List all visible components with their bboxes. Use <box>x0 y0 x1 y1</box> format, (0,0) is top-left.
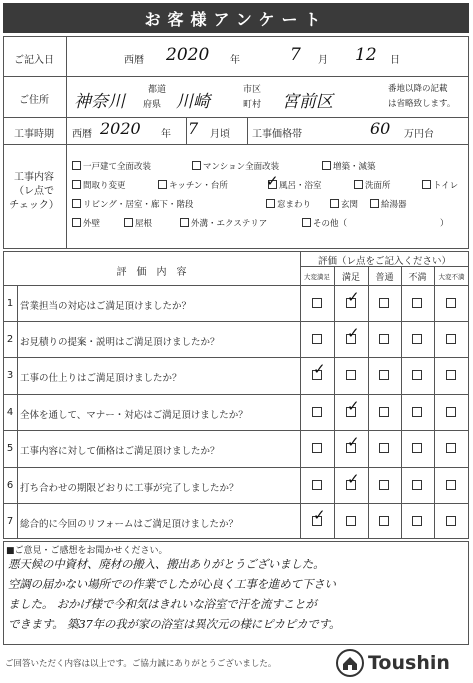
fill-date-era: 西暦 <box>124 55 144 66</box>
checkbox-icon[interactable] <box>158 180 167 189</box>
rating-checkbox-5[interactable] <box>446 480 456 490</box>
rating-checkbox-2[interactable] <box>346 370 356 380</box>
rating-check-mark-icon: ✓ <box>313 360 326 378</box>
question-number: 5 <box>6 443 14 454</box>
work-content-label-1: 工事内容 <box>14 172 54 183</box>
rating-checkbox-3[interactable] <box>379 407 389 417</box>
rating-checkbox-4[interactable] <box>412 370 422 380</box>
checkbox-icon[interactable] <box>72 218 81 227</box>
address-chouson: 町村 <box>243 100 262 110</box>
rating-checkbox-1[interactable] <box>312 334 322 344</box>
rating-checkbox-3[interactable] <box>379 443 389 453</box>
question-number: 4 <box>6 407 14 418</box>
rating-check-mark-icon: ✓ <box>347 397 360 415</box>
checkbox-icon[interactable] <box>266 199 275 208</box>
evaluation-rating-header: 評価（レ点をご記入ください） <box>317 256 451 267</box>
rating-checkbox-1[interactable] <box>312 298 322 308</box>
question-text: 総合的に今回のリフォームはご満足頂けましたか？ <box>20 519 239 530</box>
address-fuken: 府県 <box>143 100 162 110</box>
col-dissatisfied: 不満 <box>408 273 427 283</box>
option-exterior[interactable]: 外溝・エクステリア <box>180 217 267 229</box>
option-other[interactable]: その他（ <box>302 217 347 229</box>
col-normal: 普通 <box>375 273 394 283</box>
question-number: 6 <box>6 480 14 491</box>
price-label: 工事価格帯 <box>252 129 302 140</box>
work-period-year[interactable]: 2020 <box>100 119 141 138</box>
footer-thanks: ご回答いただく内容は以上です。ご協力誠にありがとうございました。 <box>5 659 277 669</box>
checkbox-icon[interactable] <box>370 199 379 208</box>
checkbox-icon[interactable] <box>124 218 133 227</box>
work-period-month-unit: 月頃 <box>210 129 230 140</box>
checkbox-icon[interactable] <box>180 218 189 227</box>
option-roof[interactable]: 屋根 <box>124 217 152 229</box>
rating-check-mark-icon: ✓ <box>347 470 360 488</box>
address-note-1: 番地以降の記載 <box>388 84 448 94</box>
fill-date-year[interactable]: 2020 <box>166 45 210 65</box>
checkbox-icon[interactable] <box>302 218 311 227</box>
rating-checkbox-5[interactable] <box>446 443 456 453</box>
rating-checkbox-4[interactable] <box>412 407 422 417</box>
question-number: 1 <box>6 298 14 309</box>
option-extension[interactable]: 増築・減築 <box>322 160 376 172</box>
address-ward[interactable]: 宮前区 <box>282 92 333 112</box>
option-windows[interactable]: 窓まわり <box>266 198 311 210</box>
rating-check-mark-icon: ✓ <box>347 288 360 306</box>
checkbox-icon[interactable] <box>354 180 363 189</box>
form-title: お客様アンケート <box>3 3 469 33</box>
rating-checkbox-4[interactable] <box>412 334 422 344</box>
address-label: ご住所 <box>19 95 49 106</box>
rating-checkbox-4[interactable] <box>412 480 422 490</box>
rating-checkbox-5[interactable] <box>446 334 456 344</box>
fill-date-day-unit: 日 <box>390 55 400 66</box>
question-text: 打ち合わせの期限どおりに工事が完了しましたか？ <box>20 483 239 494</box>
price-unit: 万円台 <box>404 129 434 140</box>
question-text: 工事の仕上りはご満足頂けましたか？ <box>20 373 182 384</box>
comment-line-1[interactable]: 悪天候の中資材、廃材の搬入、搬出ありがとうございました。 <box>8 557 325 571</box>
company-logo <box>336 649 450 677</box>
fill-date-label: ご記入日 <box>14 55 54 66</box>
rating-checkbox-3[interactable] <box>379 370 389 380</box>
rating-checkbox-5[interactable] <box>446 407 456 417</box>
question-number: 2 <box>6 334 14 345</box>
rating-checkbox-3[interactable] <box>379 516 389 526</box>
rating-checkbox-5[interactable] <box>446 370 456 380</box>
col-very-satisfied: 大変満足 <box>304 273 330 281</box>
checkbox-icon[interactable] <box>72 161 81 170</box>
rating-checkbox-5[interactable] <box>446 516 456 526</box>
option-bathroom[interactable]: 風呂・浴室 <box>268 179 322 191</box>
work-period-year-unit: 年 <box>161 129 171 140</box>
rating-checkbox-1[interactable] <box>312 480 322 490</box>
rating-checkbox-3[interactable] <box>379 298 389 308</box>
option-exterior-wall[interactable]: 外壁 <box>72 217 100 229</box>
comments-label: ■ご意見・ご感想をお聞かせください。 <box>6 546 168 556</box>
evaluation-table <box>3 251 469 539</box>
address-note-2: は省略致します。 <box>388 99 456 109</box>
option-other-close: ） <box>440 219 449 229</box>
price-value[interactable]: 60 <box>370 119 391 138</box>
house-logo-icon <box>336 649 364 677</box>
work-period-label: 工事時期 <box>14 129 54 140</box>
rating-checkbox-4[interactable] <box>412 443 422 453</box>
checkbox-icon[interactable] <box>330 199 339 208</box>
question-number: 3 <box>6 370 14 381</box>
comment-line-3[interactable]: ました。 おかげ様で今和気はきれいな浴室で汗を流すことが <box>8 597 317 611</box>
address-shiku: 市区 <box>243 85 262 95</box>
question-number: 7 <box>6 516 14 527</box>
checkbox-icon[interactable] <box>192 161 201 170</box>
rating-checkbox-3[interactable] <box>379 480 389 490</box>
rating-checkbox-2[interactable] <box>346 516 356 526</box>
option-washroom[interactable]: 洗面所 <box>354 179 391 191</box>
rating-check-mark-icon: ✓ <box>347 324 360 342</box>
address-todo: 都道 <box>148 85 167 95</box>
work-period-month[interactable]: 7 <box>188 119 199 138</box>
fill-date-year-unit: 年 <box>230 55 240 66</box>
checkbox-icon[interactable] <box>322 161 331 170</box>
logo-text: Toushin <box>368 652 450 674</box>
fill-date-month[interactable]: 7 <box>290 45 301 65</box>
rating-checkbox-5[interactable] <box>446 298 456 308</box>
bathroom-check-mark-icon: ✓ <box>266 172 279 190</box>
question-text: お見積りの提案・説明はご満足頂けましたか？ <box>20 337 220 348</box>
col-very-dissatisfied: 大変不満 <box>438 273 465 281</box>
option-kitchen[interactable]: キッチン・台所 <box>158 179 228 191</box>
rating-checkbox-3[interactable] <box>379 334 389 344</box>
option-full-house[interactable]: 一戸建て全面改装 <box>72 160 151 172</box>
option-layout[interactable]: 間取り変更 <box>72 179 126 191</box>
option-toilet[interactable]: トイレ <box>422 179 458 191</box>
option-water-heater[interactable]: 給湯器 <box>370 198 407 210</box>
checkbox-icon[interactable] <box>72 199 81 208</box>
address-city[interactable]: 川崎 <box>176 92 210 112</box>
option-full-mansion[interactable]: マンション全面改装 <box>192 160 279 172</box>
option-living[interactable]: リビング・居室・廊下・階段 <box>72 198 193 210</box>
question-text: 営業担当の対応はご満足頂けましたか？ <box>20 301 192 312</box>
rating-checkbox-4[interactable] <box>412 516 422 526</box>
fill-date-month-unit: 月 <box>318 55 328 66</box>
option-entrance[interactable]: 玄関 <box>330 198 358 210</box>
rating-checkbox-1[interactable] <box>312 407 322 417</box>
work-content-label-3: チェック） <box>9 200 59 211</box>
comment-line-4[interactable]: できます。 築37年の我が家の浴室は異次元の様にピカピカです。 <box>8 617 341 631</box>
rating-checkbox-1[interactable] <box>312 443 322 453</box>
rating-check-mark-icon: ✓ <box>313 506 326 524</box>
work-content-label-2: （レ点で <box>14 186 54 197</box>
checkbox-icon[interactable] <box>422 180 431 189</box>
rating-check-mark-icon: ✓ <box>347 433 360 451</box>
evaluation-content-header: 評 価 内 容 <box>116 267 187 278</box>
col-satisfied: 満足 <box>341 273 360 283</box>
address-prefecture[interactable]: 神奈川 <box>74 92 125 112</box>
checkbox-icon[interactable] <box>72 180 81 189</box>
fill-date-day[interactable]: 12 <box>355 45 377 65</box>
work-period-era: 西暦 <box>72 129 92 140</box>
question-text: 全体を通して、マナー・対応はご満足頂けましたか？ <box>20 410 248 421</box>
comment-line-2[interactable]: 空調の届かない場所での作業でしたが心良く工事を進めて下さい <box>8 577 336 591</box>
rating-checkbox-4[interactable] <box>412 298 422 308</box>
question-text: 工事内容に対して価格はご満足頂けましたか？ <box>20 446 220 457</box>
